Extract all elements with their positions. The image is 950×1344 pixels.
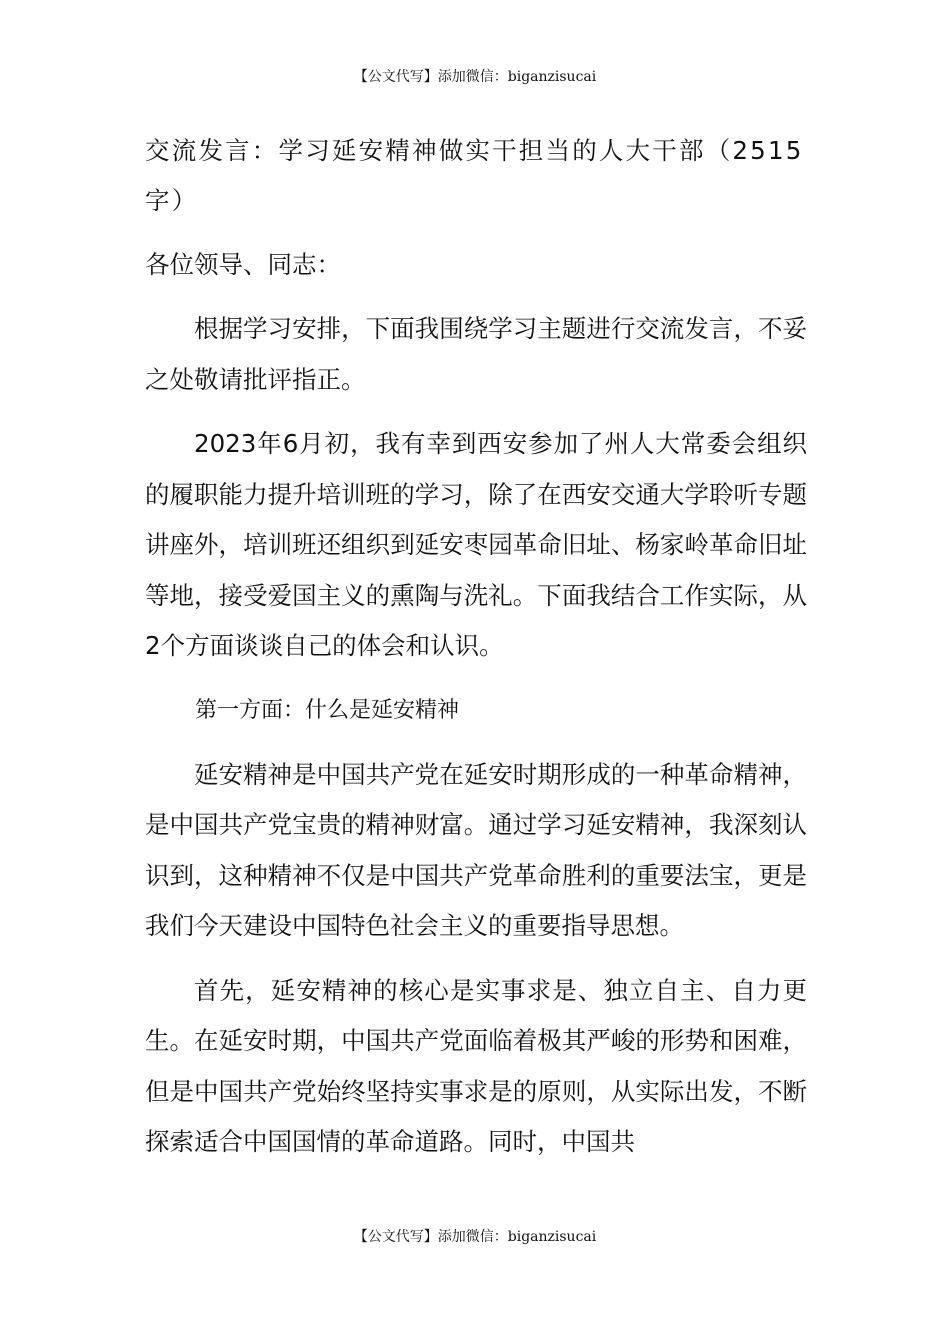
paragraph-4: 首先，延安精神的核心是实事求是、独立自主、自力更生。在延安时期，中国共产党面临着极其严峻的形势和困难，但是中国共产党始终坚持实事求是的原则，从实际出发，不断探索适合中国国情的革命道路。同时，中国共 — [145, 975, 807, 1156]
page-footer-note: 【公文代写】添加微信：biganzisucai — [353, 1229, 597, 1245]
page-header-note: 【公文代写】添加微信：biganzisucai — [353, 69, 597, 85]
document-body — [145, 126, 807, 1168]
section-heading-1: 第一方面：什么是延安精神 — [195, 697, 460, 723]
document-title: 交流发言：学习延安精神做实干担当的人大干部（2515字） — [145, 136, 804, 215]
paragraph-1: 根据学习安排，下面我围绕学习主题进行交流发言，不妥之处敬请批评指正。 — [145, 314, 807, 394]
paragraph-3: 延安精神是中国共产党在延安时期形成的一种革命精神，是中国共产党宝贵的精神财富。通过学习延安精神，我深刻认识到，这种精神不仅是中国共产党革命胜利的重要法宝，更是我们今天建设中国特色社会主义的重要指导思想。 — [145, 759, 807, 940]
paragraph-2: 2023年6月初，我有幸到西安参加了州人大常委会组织的履职能力提升培训班的学习，除了在西安交通大学聆听专题讲座外，培训班还组织到延安枣园革命旧址、杨家岭革命旧址等地，接受爱国主义的熏陶与洗礼。下面我结合工作实际，从2个方面谈谈自己的体会和认识。 — [145, 429, 807, 660]
greeting: 各位领导、同志： — [145, 250, 341, 279]
